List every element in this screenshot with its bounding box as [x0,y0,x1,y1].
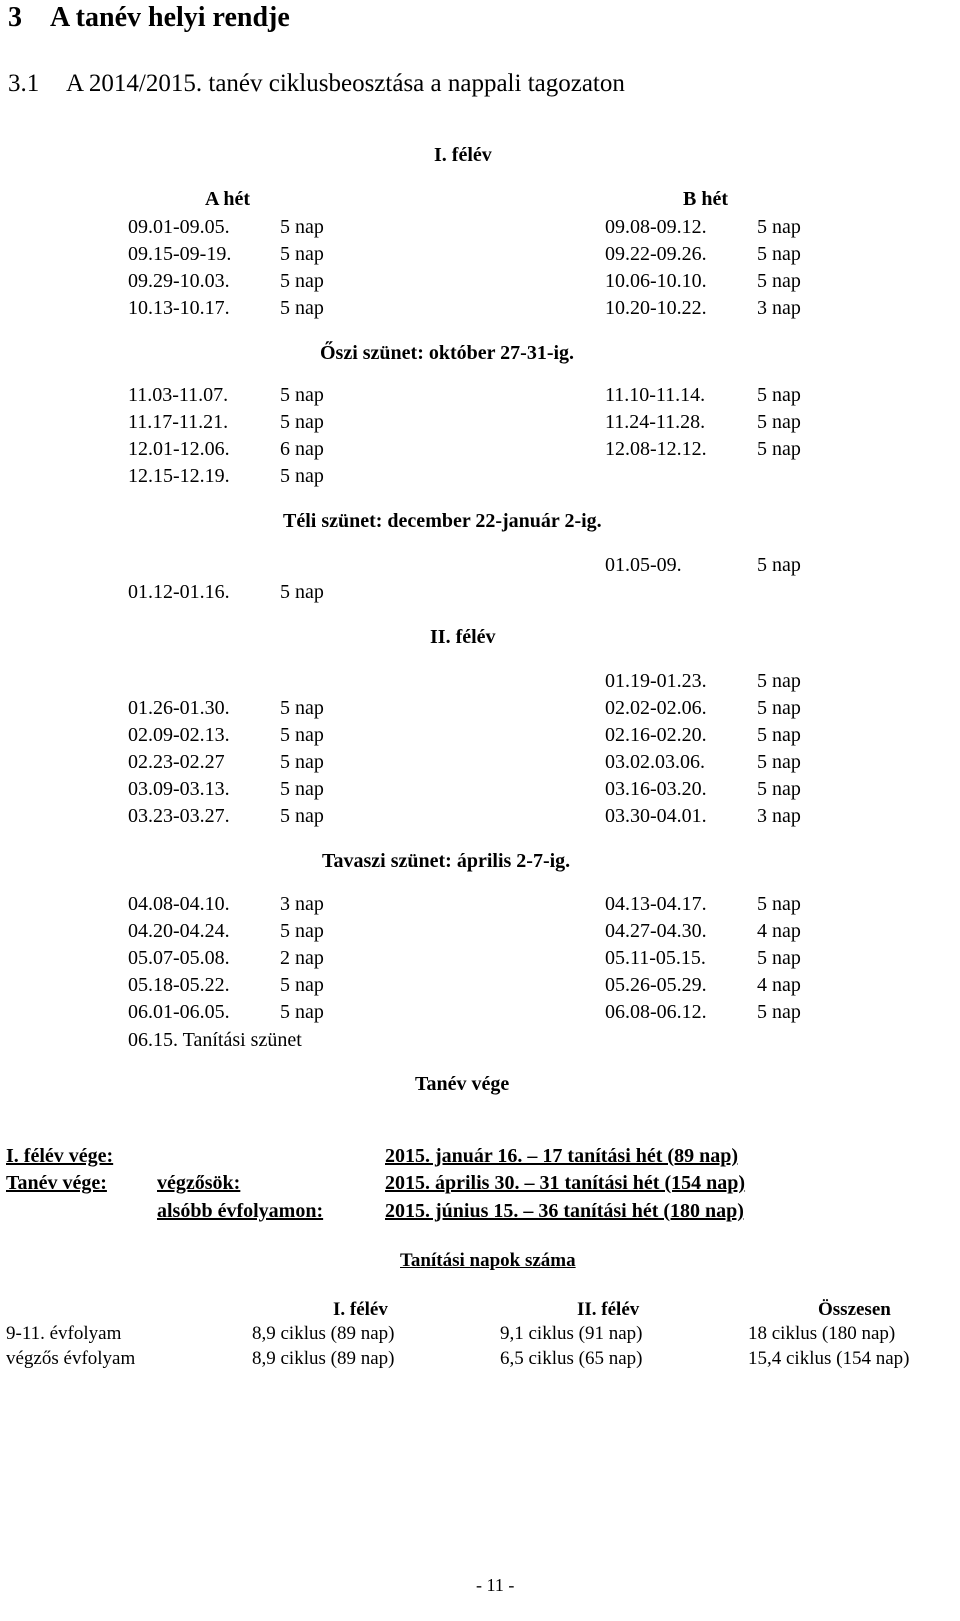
winter-break: Téli szünet: december 22-január 2-ig. [283,510,602,532]
a-range: 05.18-05.22. [128,974,230,996]
jan-a-days: 5 nap [280,581,324,603]
b-days: 5 nap [757,243,801,265]
a-week-header: A hét [205,188,250,210]
a-days: 5 nap [280,751,324,773]
last-day: 06.15. Tanítási szünet [128,1029,302,1051]
a-range: 03.23-03.27. [128,805,230,827]
days-header-sem2: II. félév [577,1299,640,1320]
a-range: 04.20-04.24. [128,920,230,942]
section-heading [8,2,290,34]
b-range: 02.02-02.06. [605,697,707,719]
b-days: 3 nap [757,805,801,827]
b-week-header: B hét [683,188,728,210]
b-range: 05.26-05.29. [605,974,707,996]
b-range: 09.22-09.26. [605,243,707,265]
sem1-end-label: I. félév vége: [6,1145,114,1167]
b-range: 05.11-05.15. [605,947,706,969]
a-days: 5 nap [280,1001,324,1023]
a-days: 5 nap [280,297,324,319]
b-days: 5 nap [757,384,801,406]
jan-a-range: 01.12-01.16. [128,581,230,603]
b-range: 10.06-10.10. [605,270,707,292]
a-days: 2 nap [280,947,324,969]
a-days: 5 nap [280,270,324,292]
b-days: 3 nap [757,297,801,319]
a-days: 6 nap [280,438,324,460]
jan-b2-days: 5 nap [757,670,801,692]
page-number: - 11 - [476,1575,515,1595]
total-count: 18 ciklus (180 nap) [748,1323,896,1344]
b-range: 03.16-03.20. [605,778,707,800]
b-days: 4 nap [757,920,801,942]
section-title: A tanév helyi rendje [50,2,290,33]
b-range: 10.20-10.22. [605,297,707,319]
year-end-summary-label: Tanév vége: [6,1172,107,1194]
a-days: 5 nap [280,724,324,746]
a-days: 5 nap [280,697,324,719]
b-days: 5 nap [757,947,801,969]
b-range: 03.02.03.06. [605,751,705,773]
a-range: 05.07-05.08. [128,947,230,969]
sem2-count: 9,1 ciklus (91 nap) [500,1323,643,1344]
a-range: 09.01-09.05. [128,216,230,238]
graduates-value: 2015. április 30. – 31 tanítási hét (154 nap) [385,1172,746,1194]
b-days: 5 nap [757,270,801,292]
b-days: 5 nap [757,411,801,433]
a-days: 3 nap [280,893,324,915]
jan-b-days: 5 nap [757,554,801,576]
b-range: 06.08-06.12. [605,1001,707,1023]
a-days: 5 nap [280,778,324,800]
b-range: 09.08-09.12. [605,216,707,238]
b-range: 11.24-11.28. [605,411,706,433]
b-days: 5 nap [757,438,801,460]
days-header-sem1: I. félév [333,1299,388,1320]
b-range: 12.08-12.12. [605,438,707,460]
b-days: 4 nap [757,974,801,996]
autumn-break: Őszi szünet: október 27-31-ig. [320,342,575,364]
a-range: 09.15-09-19. [128,243,232,265]
a-days: 5 nap [280,411,324,433]
a-range: 11.03-11.07. [128,384,229,406]
a-range: 11.17-11.21. [128,411,229,433]
sem1-end-value: 2015. január 16. – 17 tanítási hét (89 nap) [385,1145,738,1167]
a-range: 02.09-02.13. [128,724,230,746]
b-range: 04.13-04.17. [605,893,707,915]
b-days: 5 nap [757,216,801,238]
subsection-number: 3.1 [8,70,40,97]
a-days: 5 nap [280,465,324,487]
a-range: 09.29-10.03. [128,270,230,292]
b-days: 5 nap [757,724,801,746]
lower-grades-label: alsóbb évfolyamon: [157,1200,324,1222]
grade-label: végzős évfolyam [6,1348,136,1369]
a-days: 5 nap [280,384,324,406]
a-range: 12.01-12.06. [128,438,230,460]
sem1-count: 8,9 ciklus (89 nap) [252,1323,395,1344]
b-range: 11.10-11.14. [605,384,706,406]
a-days: 5 nap [280,243,324,265]
b-range: 04.27-04.30. [605,920,707,942]
a-range: 03.09-03.13. [128,778,230,800]
b-days: 5 nap [757,893,801,915]
subsection-title: A 2014/2015. tanév ciklusbeosztása a nappali tagozaton [66,70,625,97]
total-count: 15,4 ciklus (154 nap) [748,1348,910,1369]
b-range: 02.16-02.20. [605,724,707,746]
semester2-label: II. félév [430,626,496,648]
a-range: 06.01-06.05. [128,1001,230,1023]
a-days: 5 nap [280,974,324,996]
b-days: 5 nap [757,778,801,800]
a-days: 5 nap [280,216,324,238]
b-days: 5 nap [757,751,801,773]
a-range: 04.08-04.10. [128,893,230,915]
section-number: 3 [8,2,22,33]
subsection-heading [8,70,625,98]
jan-b2-range: 01.19-01.23. [605,670,707,692]
sem2-count: 6,5 ciklus (65 nap) [500,1348,643,1369]
b-range: 03.30-04.01. [605,805,707,827]
sem1-count: 8,9 ciklus (89 nap) [252,1348,395,1369]
semester1-label: I. félév [434,144,492,166]
a-range: 01.26-01.30. [128,697,230,719]
a-days: 5 nap [280,920,324,942]
grade-label: 9-11. évfolyam [6,1323,122,1344]
a-range: 10.13-10.17. [128,297,230,319]
graduates-label: végzősök: [157,1172,241,1194]
spring-break: Tavaszi szünet: április 2-7-ig. [322,850,571,872]
b-days: 5 nap [757,697,801,719]
lower-grades-value: 2015. június 15. – 36 tanítási hét (180 nap) [385,1200,744,1222]
a-range: 02.23-02.27 [128,751,225,773]
year-end-label: Tanév vége [415,1073,510,1095]
days-header-total: Összesen [818,1299,891,1320]
days-table-title: Tanítási napok száma [400,1250,576,1271]
a-range: 12.15-12.19. [128,465,230,487]
a-days: 5 nap [280,805,324,827]
jan-b-range: 01.05-09. [605,554,682,576]
b-days: 5 nap [757,1001,801,1023]
